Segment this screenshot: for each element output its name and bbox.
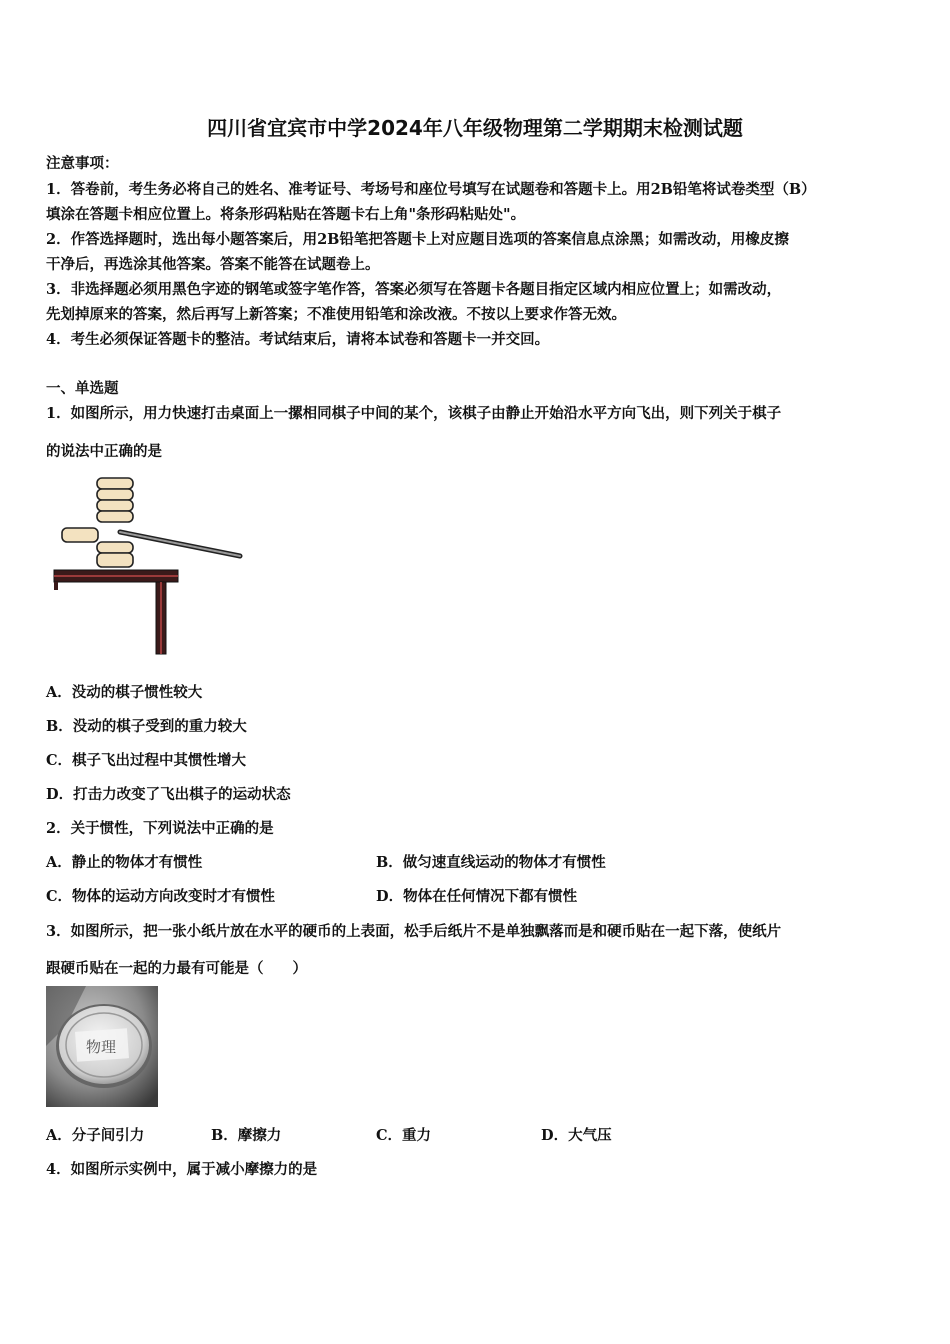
q2-option-a: A．静止的物体才有惯性 — [46, 854, 203, 871]
notice-line: 填涂在答题卡相应位置上。将条形码粘贴在答题卡右上角"条形码粘贴处"。 — [46, 206, 526, 223]
notice-heading: 注意事项： — [46, 155, 119, 172]
q2-option-c: C．物体的运动方向改变时才有惯性 — [46, 888, 276, 905]
q1-option-c: C．棋子飞出过程中其惯性增大 — [46, 752, 247, 769]
notice-line: 4．考生必须保证答题卡的整洁。考试结束后，请将本试卷和答题卡一并交回。 — [46, 331, 550, 348]
q3-option-a: A．分子间引力 — [46, 1127, 145, 1144]
q3-stem: 3．如图所示，把一张小纸片放在水平的硬币的上表面，松手后纸片不是单独飘落而是和硬币贴在一起下落，使纸片 — [46, 923, 782, 940]
q1-stem-cont: 的说法中正确的是 — [46, 443, 162, 460]
notice-line: 干净后，再选涂其他答案。答案不能答在试题卷上。 — [46, 256, 380, 273]
q2-stem: 2．关于惯性，下列说法中正确的是 — [46, 820, 274, 837]
q3-option-d: D．大气压 — [541, 1127, 612, 1144]
notice-line: 3．非选择题必须用黑色字迹的钢笔或签字笔作答，答案必须写在答题卡各题目指定区域内相应位置上；如需改动， — [46, 281, 782, 298]
q2-option-b: B．做匀速直线运动的物体才有惯性 — [376, 854, 606, 871]
section-heading: 一、单选题 — [46, 380, 119, 397]
notice-line: 2．作答选择题时，选出每小题答案后，用2B铅笔把答题卡上对应题目选项的答案信息点涂黑；如需改动，用橡皮擦 — [46, 231, 789, 248]
q3-option-c: C．重力 — [376, 1127, 432, 1144]
q3-option-b: B．摩擦力 — [211, 1127, 282, 1144]
coin-photo-figure — [46, 986, 158, 1107]
chess-stack-figure — [52, 470, 247, 655]
q4-stem: 4．如图所示实例中，属于减小摩擦力的是 — [46, 1161, 318, 1178]
q2-option-d: D．物体在任何情况下都有惯性 — [376, 888, 578, 905]
q1-option-b: B．没动的棋子受到的重力较大 — [46, 718, 247, 735]
q3-stem-cont: 跟硬币贴在一起的力最有可能是（ ） — [46, 960, 307, 977]
page-title: 四川省宜宾市中学2024年八年级物理第二学期期末检测试题 — [207, 116, 743, 140]
q1-option-a: A．没动的棋子惯性较大 — [46, 684, 203, 701]
q1-option-d: D．打击力改变了飞出棋子的运动状态 — [46, 786, 291, 803]
q1-stem: 1．如图所示，用力快速打击桌面上一摞相同棋子中间的某个，该棋子由静止开始沿水平方向飞出，则下列关于棋子 — [46, 405, 782, 422]
coin-paper-text: 物理 — [85, 1038, 117, 1056]
notice-line: 先划掉原来的答案，然后再写上新答案；不准使用铅笔和涂改液。不按以上要求作答无效。 — [46, 306, 626, 323]
notice-line: 1．答卷前，考生务必将自己的姓名、准考证号、考场号和座位号填写在试题卷和答题卡上。用2B铅笔将试卷类型（B） — [46, 181, 816, 198]
